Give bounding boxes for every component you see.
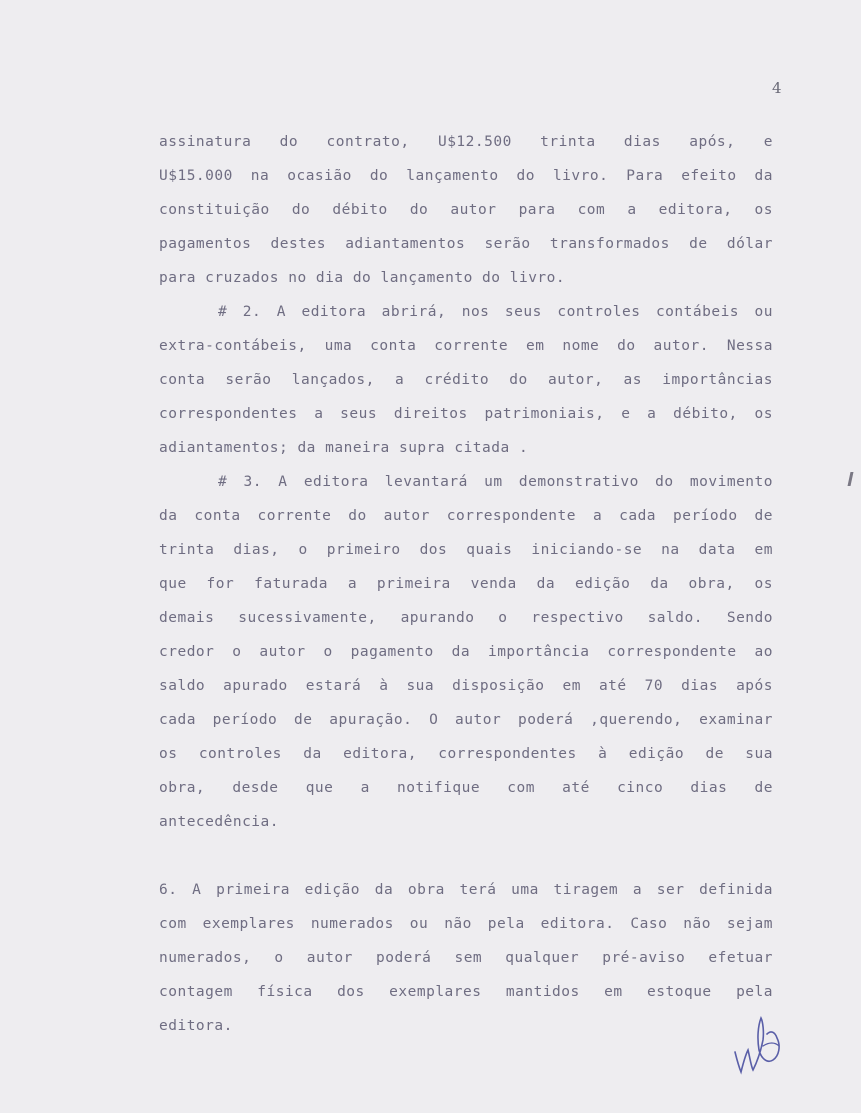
text-line: # 2. A editora abrirá, nos seus controles contábeis ou <box>218 304 773 320</box>
signature-initials <box>733 1012 793 1077</box>
page-number: 4 <box>772 79 782 97</box>
text-line: pagamentos destes adiantamentos serão transformados de dólar <box>159 236 773 252</box>
text-line: para cruzados no dia do lançamento do livro. <box>159 270 566 286</box>
text-line: constituição do débito do autor para com a editora, os <box>159 202 773 218</box>
text-line: os controles da editora, correspondentes à edição de sua <box>159 746 773 762</box>
text-line: conta serão lançados, a crédito do autor, as importâncias <box>159 372 773 388</box>
text-line: contagem física dos exemplares mantidos em estoque pela <box>159 984 773 1000</box>
text-line: com exemplares numerados ou não pela editora. Caso não sejam <box>159 916 773 932</box>
text-line: demais sucessivamente, apurando o respectivo saldo. Sendo <box>159 610 773 626</box>
text-line: correspondentes a seus direitos patrimoniais, e a débito, os <box>159 406 773 422</box>
text-line: numerados, o autor poderá sem qualquer pré-aviso efetuar <box>159 950 773 966</box>
text-line: 6. A primeira edição da obra terá uma tiragem a ser definida <box>159 882 773 898</box>
text-line: saldo apurado estará à sua disposição em até 70 dias após <box>159 678 773 694</box>
text-line: # 3. A editora levantará um demonstrativo do movimento <box>218 474 773 490</box>
text-line: obra, desde que a notifique com até cinco dias de <box>159 780 773 796</box>
text-line: extra-contábeis, uma conta corrente em nome do autor. Nessa <box>159 338 773 354</box>
text-line: assinatura do contrato, U$12.500 trinta dias após, e <box>159 134 773 150</box>
text-line: editora. <box>159 1018 233 1034</box>
text-line: U$15.000 na ocasião do lançamento do livro. Para efeito da <box>159 168 773 184</box>
margin-mark <box>848 472 854 486</box>
text-line: trinta dias, o primeiro dos quais iniciando-se na data em <box>159 542 773 558</box>
text-line: da conta corrente do autor correspondente a cada período de <box>159 508 773 524</box>
text-line: antecedência. <box>159 814 279 830</box>
text-line: que for faturada a primeira venda da edição da obra, os <box>159 576 773 592</box>
text-line: cada período de apuração. O autor poderá ,querendo, examinar <box>159 712 773 728</box>
text-line: adiantamentos; da maneira supra citada . <box>159 440 529 456</box>
text-line: credor o autor o pagamento da importância correspondente ao <box>159 644 773 660</box>
